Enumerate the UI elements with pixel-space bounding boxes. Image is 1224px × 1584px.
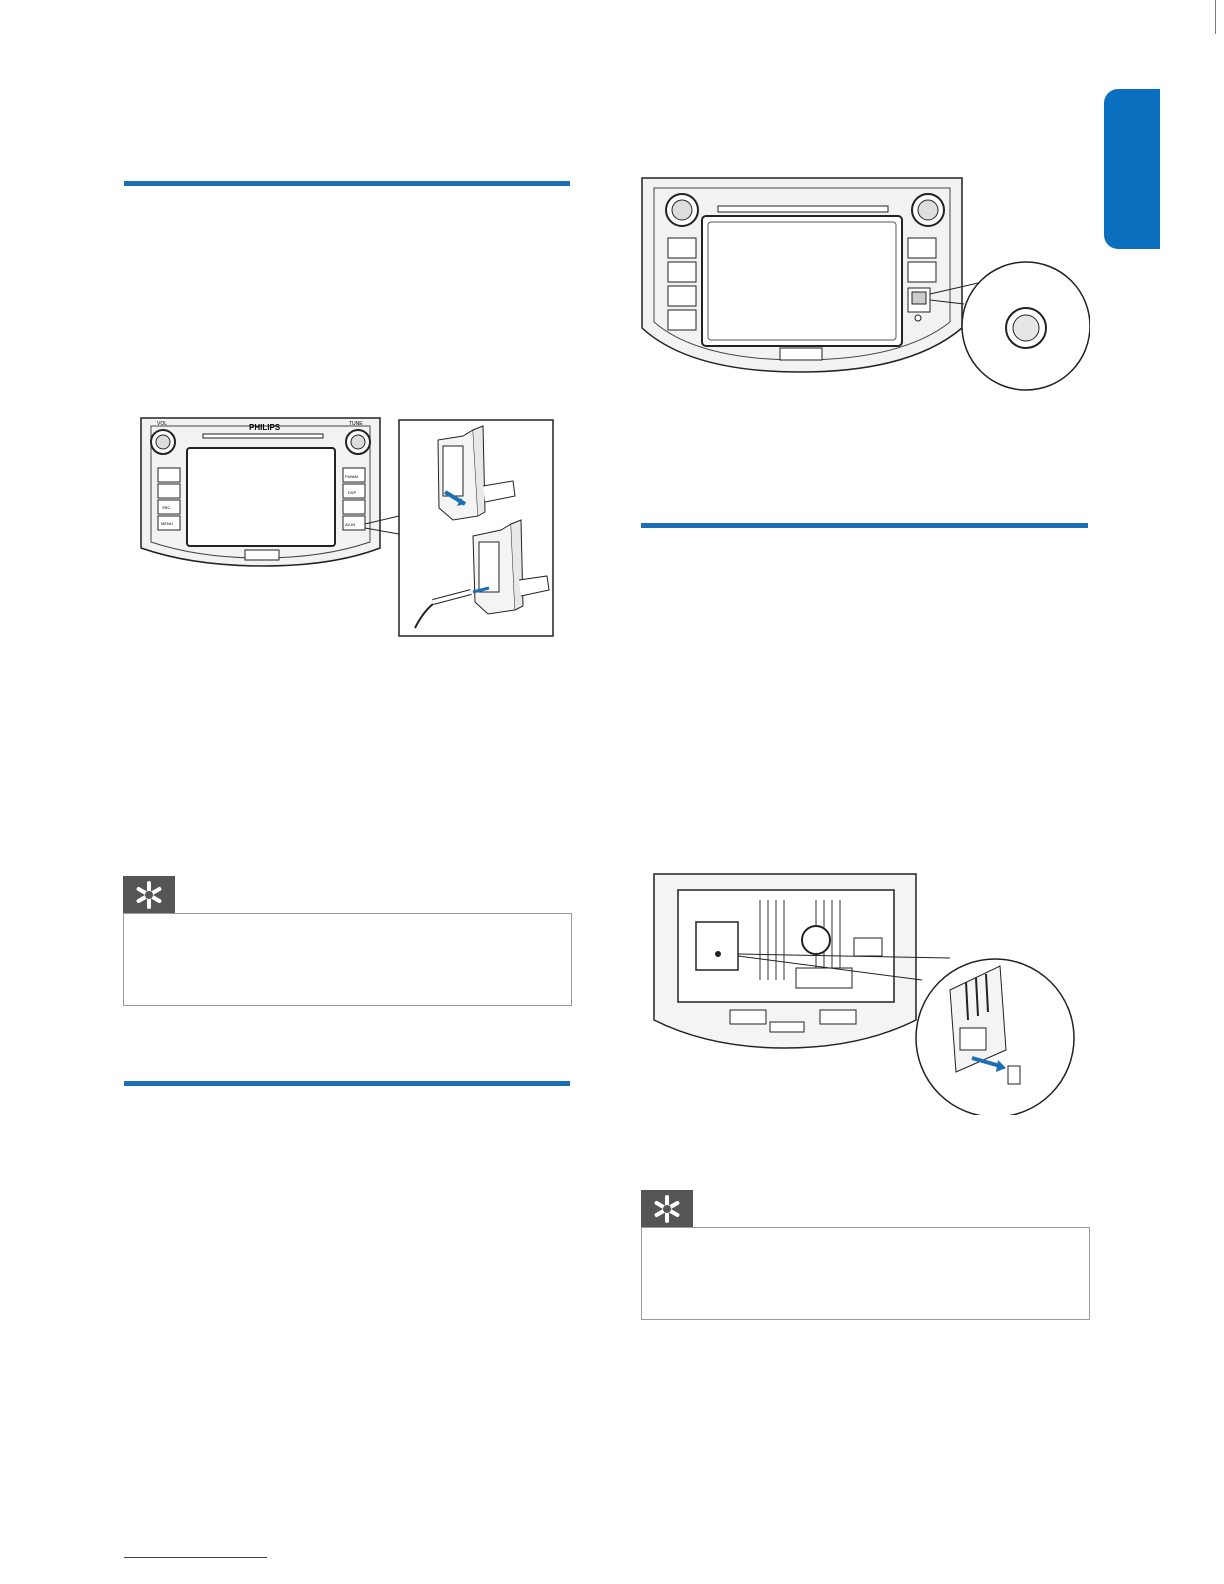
- footer-rule: [124, 1557, 267, 1558]
- tip-icon-box-1: [123, 876, 175, 914]
- knob-left-label: VOL: [157, 421, 168, 427]
- figure-av-in-connection: [133, 416, 557, 638]
- button-dsp-label: DSP: [348, 490, 357, 495]
- figure-reset-button: [640, 176, 1090, 398]
- language-tab: [1104, 89, 1160, 249]
- section-rule-3: [641, 523, 1088, 528]
- button-src-label: SRC: [162, 505, 171, 510]
- section-rule-2: [124, 1081, 570, 1086]
- knob-right-label: TUNE: [349, 421, 363, 427]
- button-avin-label: AV-IN: [345, 522, 356, 527]
- section-rule-1: [124, 181, 570, 186]
- tip-icon-box-2: [641, 1190, 693, 1228]
- brand-label: PHILIPS: [249, 423, 281, 432]
- tip-box-1: [123, 913, 572, 1006]
- asterisk-tip-icon: [134, 880, 164, 910]
- button-menu-label: MENU: [161, 521, 173, 526]
- asterisk-tip-icon: [652, 1194, 682, 1224]
- button-fmam-label: FM/AM: [345, 474, 358, 479]
- page-edge-line: [1215, 0, 1216, 34]
- tip-box-2: [641, 1227, 1090, 1320]
- figure-fuse-replacement: [650, 870, 1080, 1115]
